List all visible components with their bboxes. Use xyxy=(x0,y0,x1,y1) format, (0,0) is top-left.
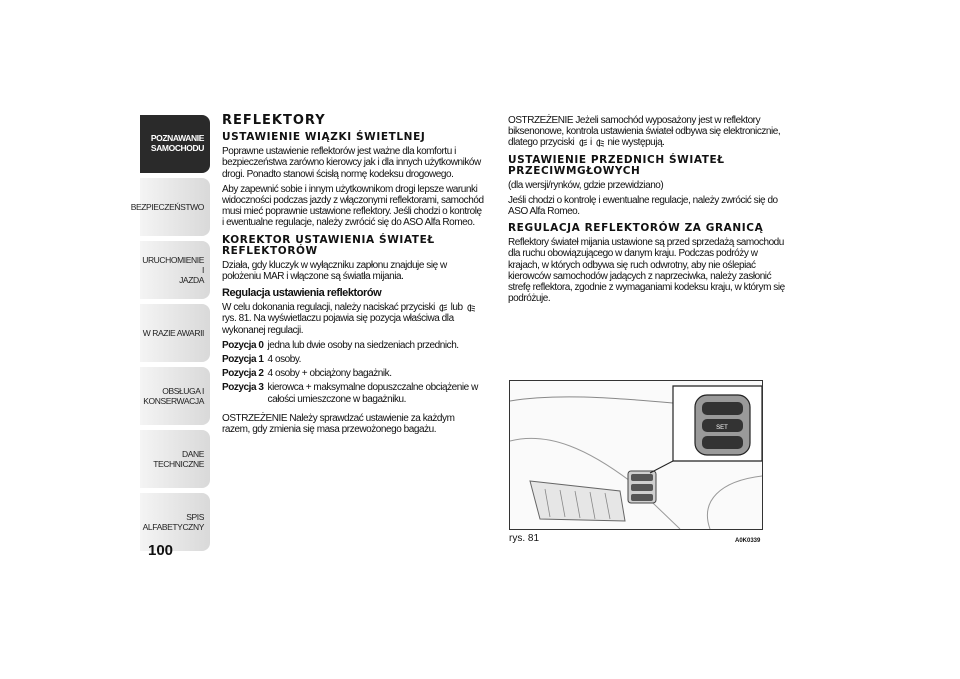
heading-abroad: REGULACJA REFLEKTORÓW ZA GRANICĄ xyxy=(508,222,764,235)
headlight-up-icon xyxy=(437,304,448,312)
paragraph: Reflektory świateł mijania ustawione są przed sprzedażą samochodu dla ruchu obowiązującego w danym kraju. Podczas podróży w krajach, w których odbywa się ruch odwrotny, aby nie oślepiać kierowców samochodów jadących z naprzeciwka, należy zasłonić strefę reflektora, zgodnie z wymaganiami kodeksu kraju, w którym się podróżuje. xyxy=(508,237,785,305)
left-column xyxy=(222,115,484,439)
tab-w-razie-awarii[interactable]: W RAZIE AWARII xyxy=(140,304,210,362)
chapter-sidebar xyxy=(130,115,210,556)
right-column xyxy=(508,115,786,308)
position-row: Pozycja 2 4 osoby + obciążony bagażnik. xyxy=(222,368,392,380)
paragraph: Poprawne ustawienie reflektorów jest ważne dla komfortu i bezpieczeństwa zarówno kierowcy jak i dla innych użytkowników drogi. Ponadto stanowi ścisłą normę kodeksu drogowego. xyxy=(222,146,481,180)
section-title: REFLEKTORY xyxy=(222,113,326,128)
headlight-down-icon xyxy=(594,139,605,147)
position-row: Pozycja 3 kierowca + maksymalne dopuszczalne obciążenie w całości umieszczone w bagażniku. xyxy=(222,382,478,405)
paragraph: Jeśli chodzi o kontrolę i ewentualne regulacje, należy zwrócić się do ASO Alfa Romeo. xyxy=(508,194,778,218)
position-row: Pozycja 0 jedna lub dwie osoby na siedzeniach przednich. xyxy=(222,339,459,351)
subheading-adjust: Regulacja ustawienia reflektorów xyxy=(222,287,382,300)
tab-spis-alfabetyczny[interactable]: SPIS ALFABETYCZNY xyxy=(140,493,210,551)
warning-paragraph: OSTRZEŻENIE Należy sprawdzać ustawienie za każdym razem, gdy zmienia się masa przewożonego bagażu. xyxy=(222,412,455,436)
warning-paragraph: OSTRZEŻENIE Jeżeli samochód wyposażony jest w reflektory biksenonowe, kontrola ustawienia świateł odbywa się elektronicznie, dlatego przyciski i nie występują. xyxy=(508,115,781,149)
paragraph: Działa, gdy kluczyk w wyłączniku zapłonu znajduje się w położeniu MAR i włączone są światła mijania. xyxy=(222,259,447,282)
dashboard-switch-illustration xyxy=(510,381,762,529)
figure-81 xyxy=(509,380,763,530)
heading-corrector: KOREKTOR USTAWIENIA ŚWIATEŁ REFLEKTORÓW xyxy=(222,233,435,257)
heading-fog-lights: USTAWIENIE PRZEDNICH ŚWIATEŁ PRZECIWMGŁOWYCH xyxy=(508,153,725,177)
figure-caption: rys. 81 xyxy=(509,533,540,544)
figure-code: A0K0339 xyxy=(735,538,761,544)
page-number: 100 xyxy=(148,542,174,559)
paragraph: Aby zapewnić sobie i innym użytkownikom drogi lepsze warunki widoczności podczas jazdy z włączonymi reflektorami, samochód musi mieć poprawnie ustawione reflektory. Jeśli chodzi o kontrolę i ewentualne regulacje, należy zwrócić się do ASO Alfa Romeo. xyxy=(222,183,484,229)
paragraph: (dla wersji/rynków, gdzie przewidziano) xyxy=(508,179,664,191)
headlight-down-icon xyxy=(465,304,476,312)
tab-uruchomienie-jazda[interactable]: URUCHOMIENIE I JAZDA xyxy=(140,241,210,299)
position-row: Pozycja 1 4 osoby. xyxy=(222,354,301,366)
heading-beam-adjust: USTAWIENIE WIĄZKI ŚWIETLNEJ xyxy=(222,131,426,144)
paragraph: W celu dokonania regulacji, należy naciskać przyciski lub rys. 81. Na wyświetlaczu pojawia się pozycja właściwa dla wykonanej regulacji. xyxy=(222,302,484,336)
tab-bezpieczenstwo[interactable]: BEZPIECZEŃSTWO xyxy=(140,178,210,236)
tab-poznawanie-samochodu[interactable]: POZNAWANIE SAMOCHODU xyxy=(140,115,210,173)
tab-obsluga-konserwacja[interactable]: OBSŁUGA I KONSERWACJA xyxy=(140,367,210,425)
headlight-up-icon xyxy=(577,139,588,147)
set-label: SET xyxy=(716,425,728,431)
tab-dane-techniczne[interactable]: DANE TECHNICZNE xyxy=(140,430,210,488)
